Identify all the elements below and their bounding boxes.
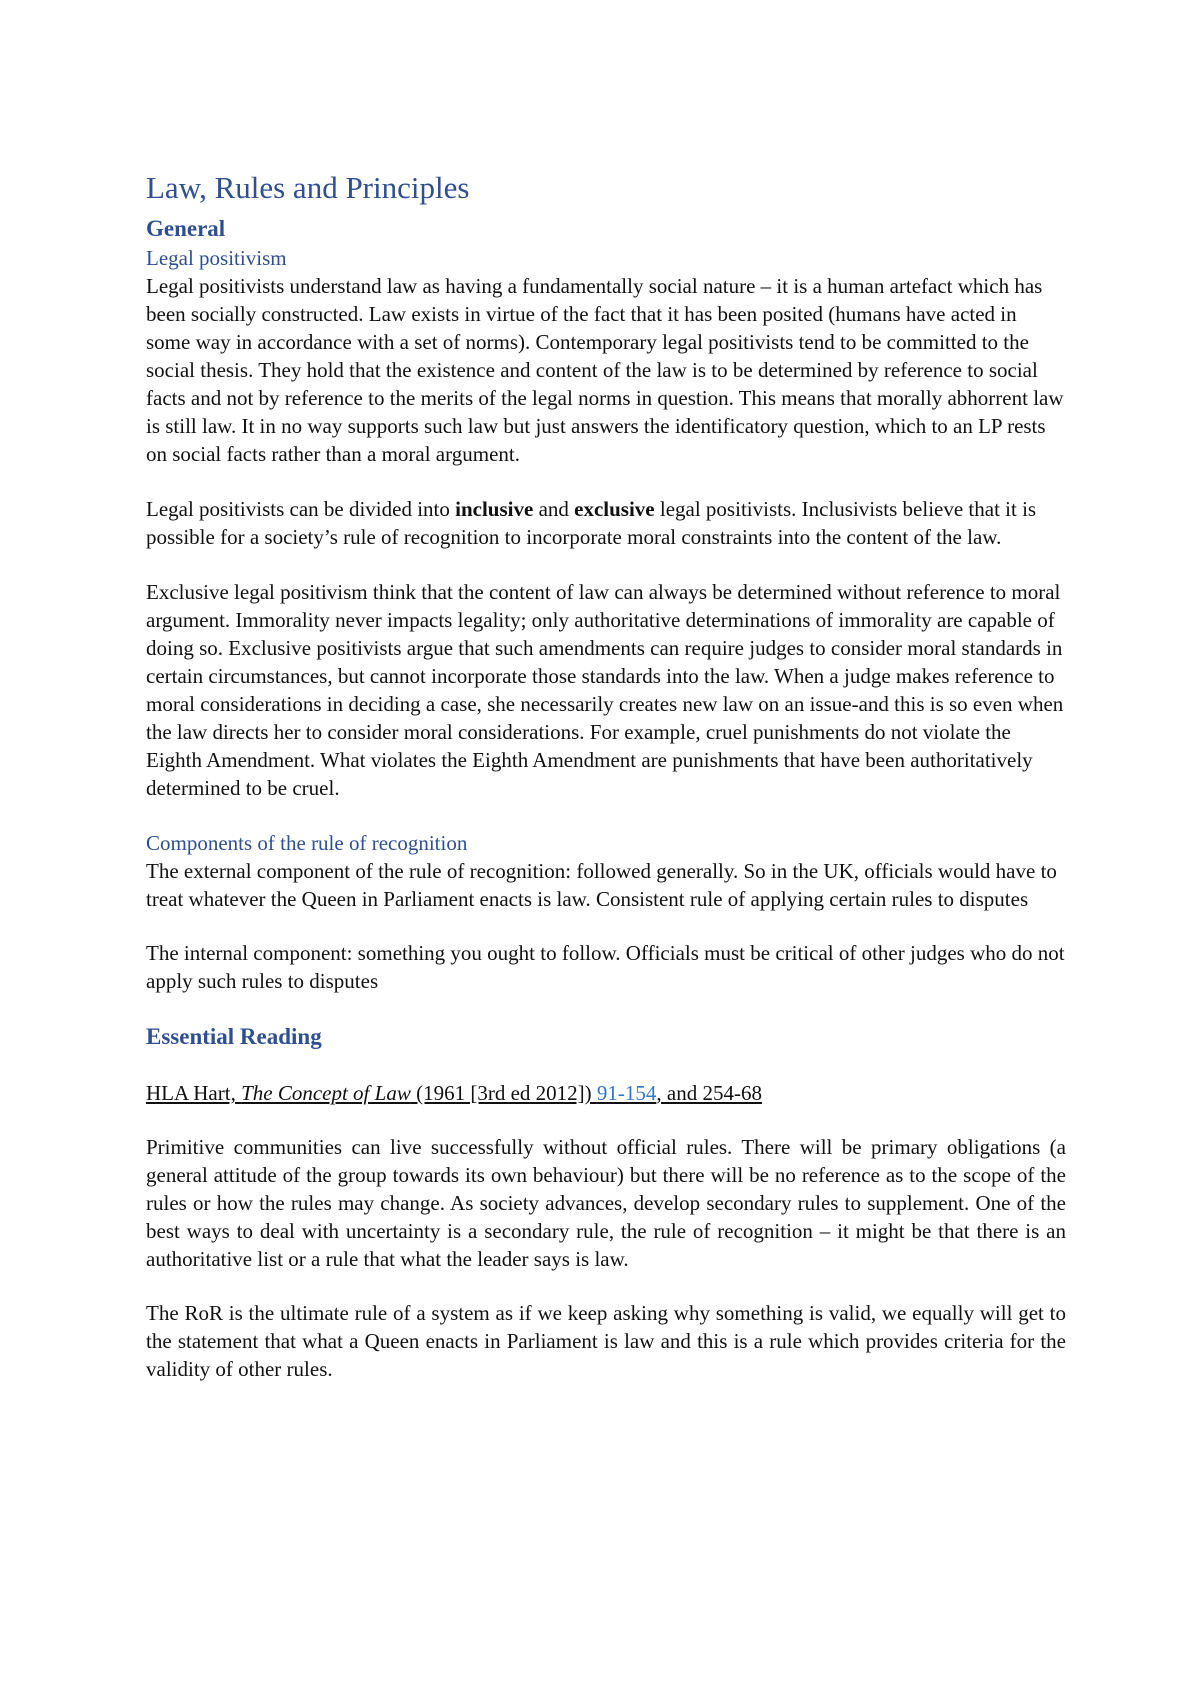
paragraph-reading-1: Primitive communities can live successfully without official rules. There will be primary obligations (a general attitude of the group towards its own behaviour) but there will be no reference as to the scope of the rules or how the rules may change. As society advances, develop secondary rules to supplement. One of the best ways to deal with uncertainty is a secondary rule, the rule of recognition – it might be that there is an authoritative list or a rule that what the leader says is law. [146,1135,1066,1271]
ref-author: HLA Hart, [146,1081,242,1105]
text-segment: Legal positivists can be divided into [146,497,456,521]
ref-pages-link[interactable]: 91-154 [596,1081,657,1105]
document-title: Law, Rules and Principles [146,170,470,205]
ref-book-title: The Concept of Law [241,1081,411,1105]
paragraph-legal-positivism-2 [146,495,1066,551]
document-page [146,168,1066,1383]
text-segment: and [533,497,575,521]
paragraph-reading-2: The RoR is the ultimate rule of a system as if we keep asking why something is valid, we equally will get to the statement that what a Queen enacts in Parliament is law and this is a rule which provides criteria for the validity of other rules. [146,1301,1066,1381]
ref-rest: , and 254-68 [656,1081,762,1105]
subheading-legal-positivism: Legal positivism [146,246,287,270]
reading-reference [146,1079,1066,1107]
term-exclusive: exclusive [574,497,655,521]
section-heading-general: General [146,216,226,241]
paragraph-legal-positivism-3: Exclusive legal positivism think that the content of law can always be determined without reference to moral argument. Immorality never impacts legality; only authoritative determinations of immorality are capable of doing so. Exclusive positivists argue that such amendments can require judges to consider moral standards in certain circumstances, but cannot incorporate those standards into the law. When a judge makes reference to moral considerations in deciding a case, she necessarily creates new law on an issue-and this is so even when the law directs her to consider moral considerations. For example, cruel punishments do not violate the Eighth Amendment. What violates the Eighth Amendment are punishments that have been authoritatively determined to be cruel. [146,580,1064,800]
text-segment: legal positivists. Inclusivists believe that it is possible for a society’s rule of recognition to incorporate moral constraints into the content of the law. [146,497,1037,549]
paragraph-components-1: The external component of the rule of recognition: followed generally. So in the UK, officials would have to treat whatever the Queen in Parliament enacts is law. Consistent rule of applying certain rules to disputes [146,859,1057,911]
section-heading-essential-reading: Essential Reading [146,1024,322,1049]
subheading-components: Components of the rule of recognition [146,831,468,855]
term-inclusive: inclusive [455,497,534,521]
ref-edition: (1961 [3rd ed 2012]) [410,1081,597,1105]
paragraph-legal-positivism-1: Legal positivists understand law as having a fundamentally social nature – it is a human artefact which has been socially constructed. Law exists in virtue of the fact that it has been posited (humans have acted in some way in accordance with a set of norms). Contemporary legal positivists tend to be committed to the social thesis. They hold that the existence and content of the law is to be determined by reference to social facts and not by reference to the merits of the legal norms in question. This means that morally abhorrent law is still law. It in no way supports such law but just answers the identificatory question, which to an LP rests on social facts rather than a moral argument. [146,274,1064,466]
paragraph-components-2: The internal component: something you ought to follow. Officials must be critical of other judges who do not apply such rules to disputes [146,941,1065,993]
